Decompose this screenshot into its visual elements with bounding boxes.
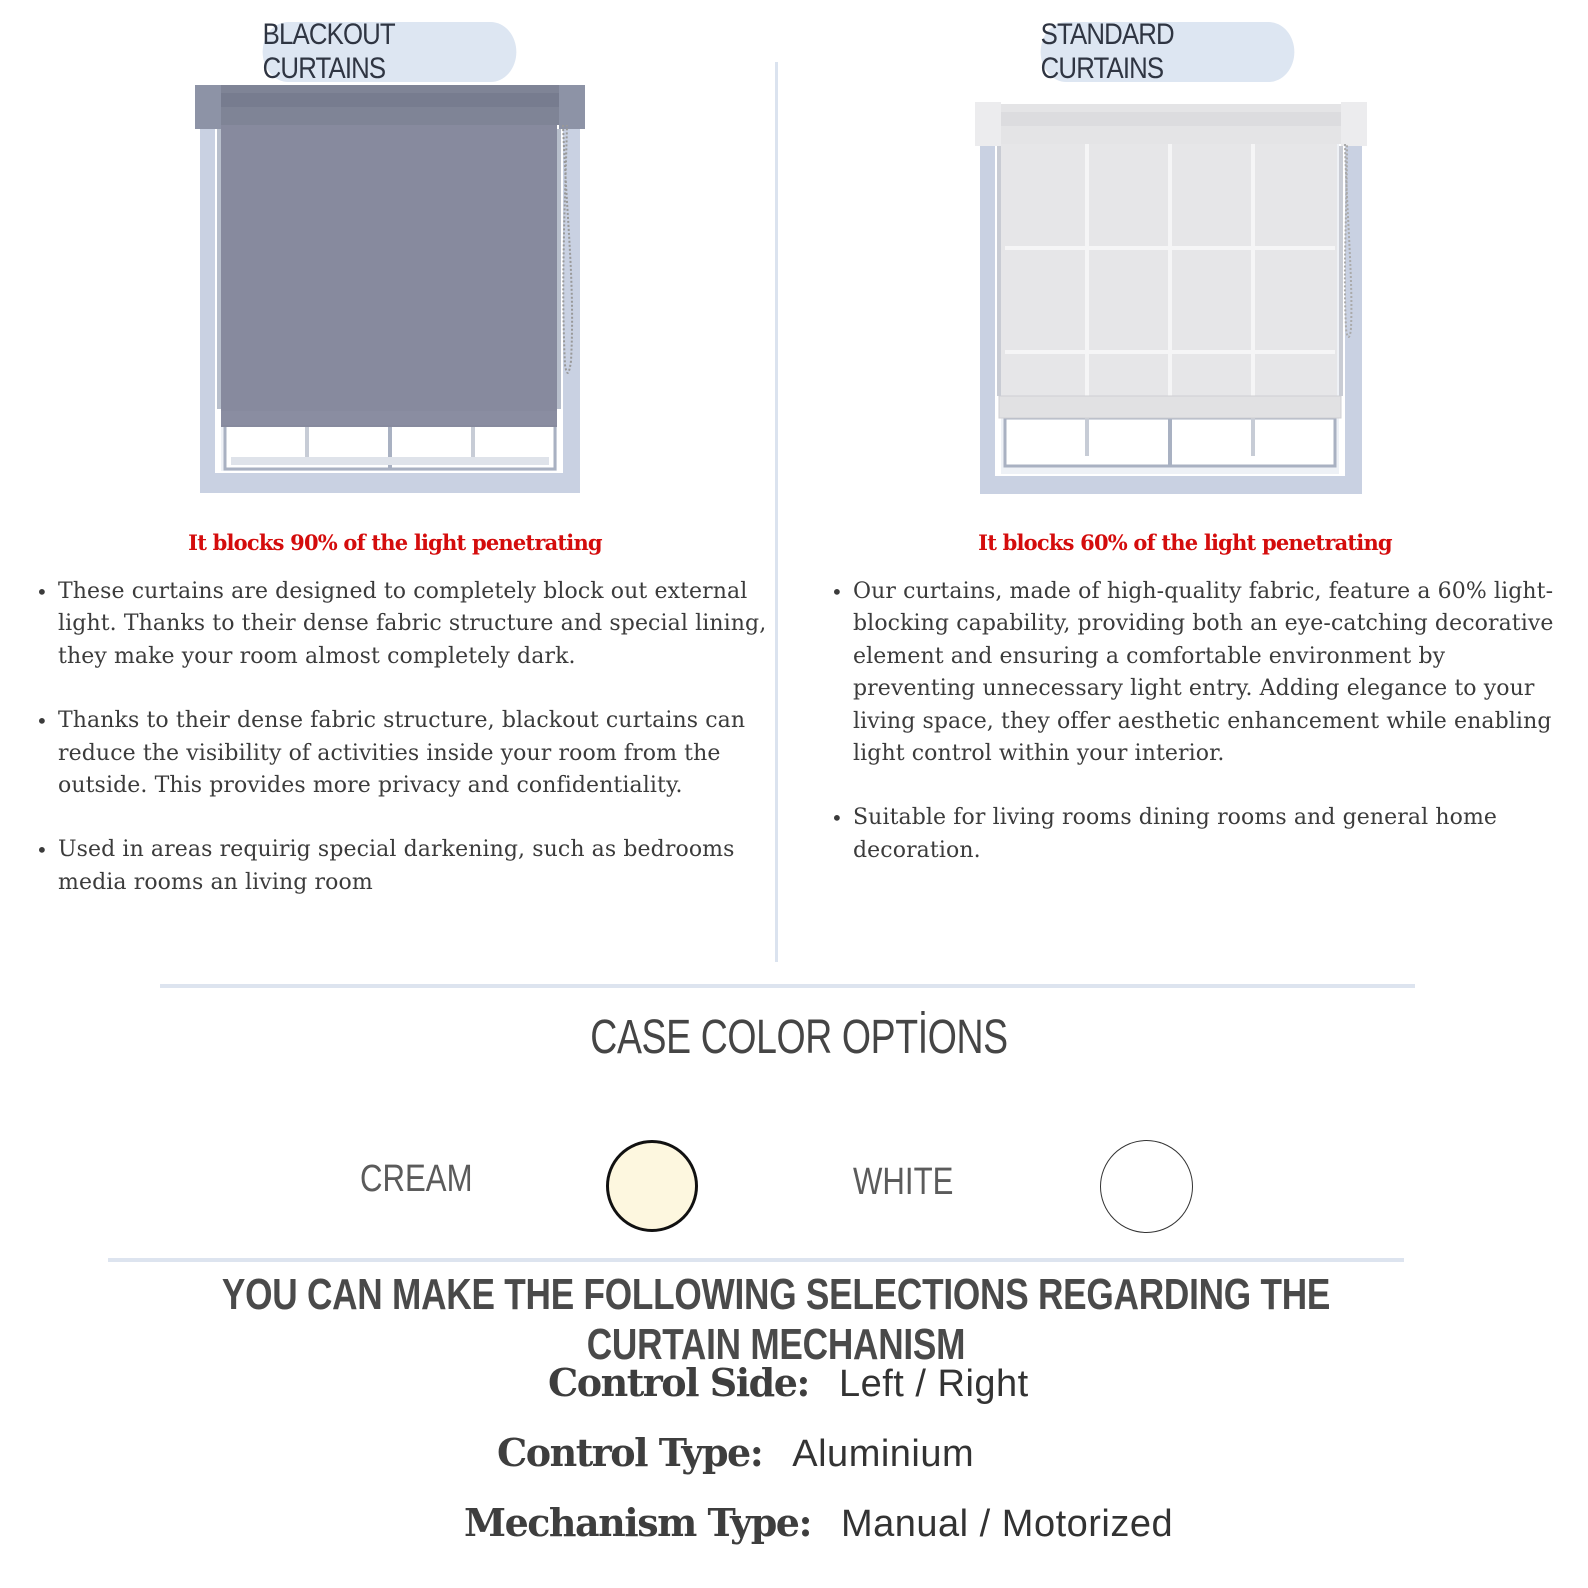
list-item: • Thanks to their dense fabric structure, blackout curtains can reduce the visibility of activities inside your room from the outside. This provides more privacy and confidentiality.: [58, 705, 778, 802]
standard-curtain-illustration: [975, 100, 1375, 498]
white-swatch[interactable]: [1100, 1140, 1193, 1233]
standard-points: [815, 576, 1573, 899]
spec-value: Aluminium: [792, 1433, 975, 1475]
spec-label: Control Side:: [548, 1360, 809, 1405]
spec-value: Manual / Motorized: [840, 1503, 1174, 1545]
mechanism-type-row: [464, 1500, 1173, 1546]
control-side-row: [548, 1360, 1029, 1406]
standard-headline: It blocks 60% of the light penetrating: [978, 530, 1392, 555]
spec-label: Control Type:: [497, 1430, 763, 1475]
cream-label: CREAM: [360, 1158, 473, 1200]
column-divider: [775, 62, 778, 962]
list-item: • Suitable for living rooms dining rooms and general home decoration.: [853, 802, 1573, 867]
white-label: WHITE: [853, 1161, 954, 1203]
blackout-title-pill: BLACKOUT CURTAINS: [263, 22, 517, 82]
section-divider: [108, 1258, 1404, 1262]
standard-section: [815, 0, 1575, 990]
case-color-title: CASE COLOR OPTİONS: [590, 1011, 1008, 1064]
spec-value: Left / Right: [838, 1363, 1029, 1405]
list-item: • These curtains are designed to completely block out external light. Thanks to their dense fabric structure and special lining, they make your room almost completely dark.: [58, 576, 778, 673]
mechanism-title: YOU CAN MAKE THE FOLLOWING SELECTIONS REGARDING THE CURTAIN MECHANISM: [221, 1270, 1331, 1369]
section-divider: [160, 984, 1415, 988]
list-item: • Used in areas requirig special darkening, such as bedrooms media rooms an living room: [58, 834, 778, 899]
blackout-fabric: [221, 119, 557, 427]
blackout-section: [20, 0, 780, 990]
standard-title-pill: STANDARD CURTAINS: [1041, 22, 1295, 82]
blackout-curtain-illustration: [195, 85, 607, 497]
control-type-row: [497, 1430, 974, 1476]
blackout-points: [20, 576, 778, 931]
blackout-headline: It blocks 90% of the light penetrating: [188, 530, 602, 555]
list-item: • Our curtains, made of high-quality fabric, feature a 60% light-blocking capability, providing both an eye-catching decorative element and ensuring a comfortable environment by preventing unnecessary light entry. Adding elegance to your living space, they offer aesthetic enhancement while enabling light control within your interior.: [853, 576, 1573, 770]
spec-label: Mechanism Type:: [464, 1500, 811, 1545]
cream-swatch[interactable]: [606, 1140, 698, 1232]
